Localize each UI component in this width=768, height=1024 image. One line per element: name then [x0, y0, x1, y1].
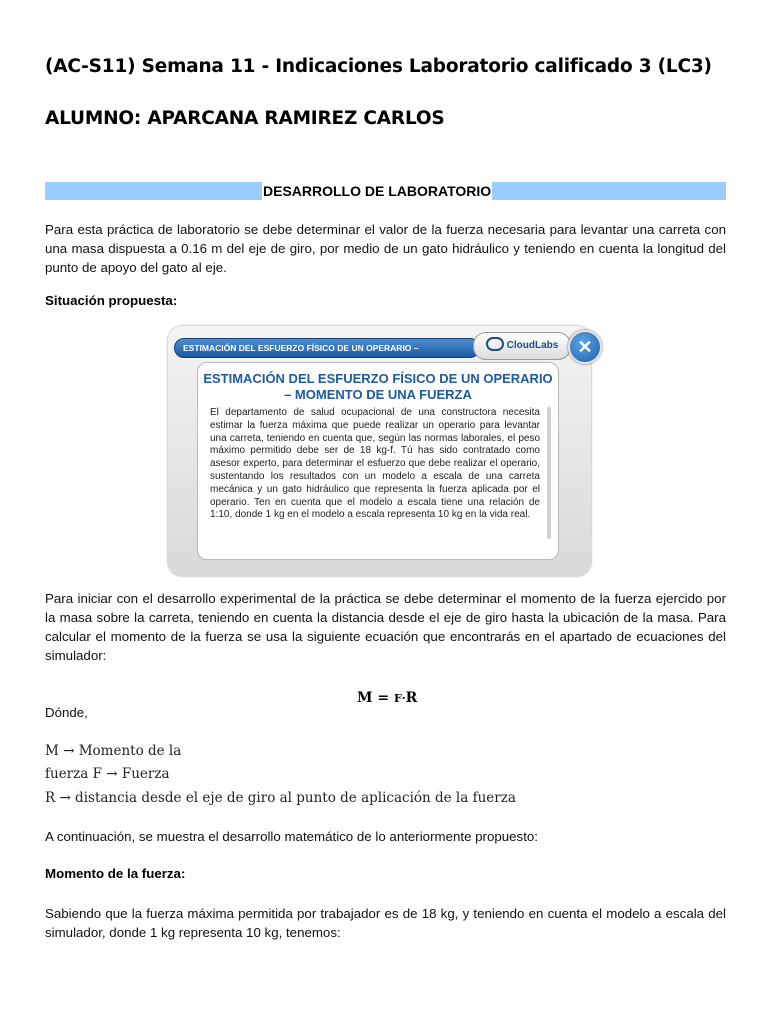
section-heading-bar	[45, 182, 726, 200]
definition-f: fuerza F → Fuerza	[45, 766, 170, 782]
final-paragraph: Sabiendo que la fuerza máxima permitida por trabajador es de 18 kg, y teniendo en cuenta el modelo a escala del simulador, donde 1 kg representa 10 kg, tenemos:	[45, 906, 726, 940]
cloudlabs-logo-text: CloudLabs	[506, 340, 559, 351]
momentum-paragraph: Para iniciar con el desarrollo experimental de la práctica se debe determinar el momento de la fuerza ejercido por la masa sobre la carreta, teniendo en cuenta la distancia desde el eje de giro hasta la ubicación de la masa. Para calcular el momento de la fuerza se usa la siguiente ecuación que encontrarás en el apartado de ecuaciones del simulador:	[45, 591, 726, 663]
simulator-panel	[197, 362, 559, 560]
formula-eq: =	[372, 690, 394, 706]
simulator-title: ESTIMACIÓN DEL ESFUERZO FÍSICO DE UN OPERARIO – MOMENTO DE UNA FUERZA	[203, 371, 553, 402]
donde-label: Dónde,	[45, 705, 88, 720]
formula-r: R	[405, 690, 418, 706]
definition-r: R → distancia desde el eje de giro al punto de aplicación de la fuerza	[45, 790, 516, 806]
formula-f: F	[393, 692, 402, 705]
student-name: ALUMNO: APARCANA RAMIREZ CARLOS	[45, 108, 445, 129]
section-heading: DESARROLLO DE LABORATORIO	[263, 183, 492, 199]
simulator-header: ESTIMACIÓN DEL ESFUERZO FÍSICO DE UN OPERARIO –	[174, 338, 480, 358]
close-icon: ✕	[568, 330, 602, 364]
formula-dot: ·	[401, 692, 406, 705]
simulator-text: El departamento de salud ocupacional de una constructora necesita estimar la fuerza máxima que puede realizar un operario para levantar una carreta, teniendo en cuenta que, según las normas laborales, el peso máximo permitido debe ser de 18 kg-f. Tú has sido contratado como asesor experto, para determinar el esfuerzo que debe realizar el operario, sustentando los resultados con un modelo a escala de una carreta mecánica y un gato hidráulico que representa la fuerza aplicada por el operario. Ten en cuenta que el modelo a escala tiene una relación de 1:10, donde 1 kg en el modelo a escala representa 10 kg en la vida real.	[210, 407, 540, 521]
continuation-paragraph: A continuación, se muestra el desarrollo matemático de lo anteriormente propuesto:	[45, 829, 538, 844]
cloudlabs-logo-icon	[486, 337, 504, 351]
simulator-screenshot	[168, 326, 591, 576]
definition-m: M → Momento de la	[45, 743, 182, 759]
formula-m: M	[357, 690, 373, 706]
situation-label: Situación propuesta:	[45, 293, 178, 308]
moment-formula	[357, 690, 417, 706]
document-title: (AC-S11) Semana 11 - Indicaciones Laboratorio calificado 3 (LC3)	[45, 56, 712, 77]
intro-paragraph: Para esta práctica de laboratorio se debe determinar el valor de la fuerza necesaria para levantar una carreta con una masa dispuesta a 0.16 m del eje de giro, por medio de un gato hidráulico y teniendo en cuenta la longitud del punto de apoyo del gato al eje.	[45, 222, 726, 275]
cloudlabs-logo	[473, 332, 571, 360]
simulator-scrollbar	[547, 407, 551, 539]
moment-label: Momento de la fuerza:	[45, 866, 186, 881]
